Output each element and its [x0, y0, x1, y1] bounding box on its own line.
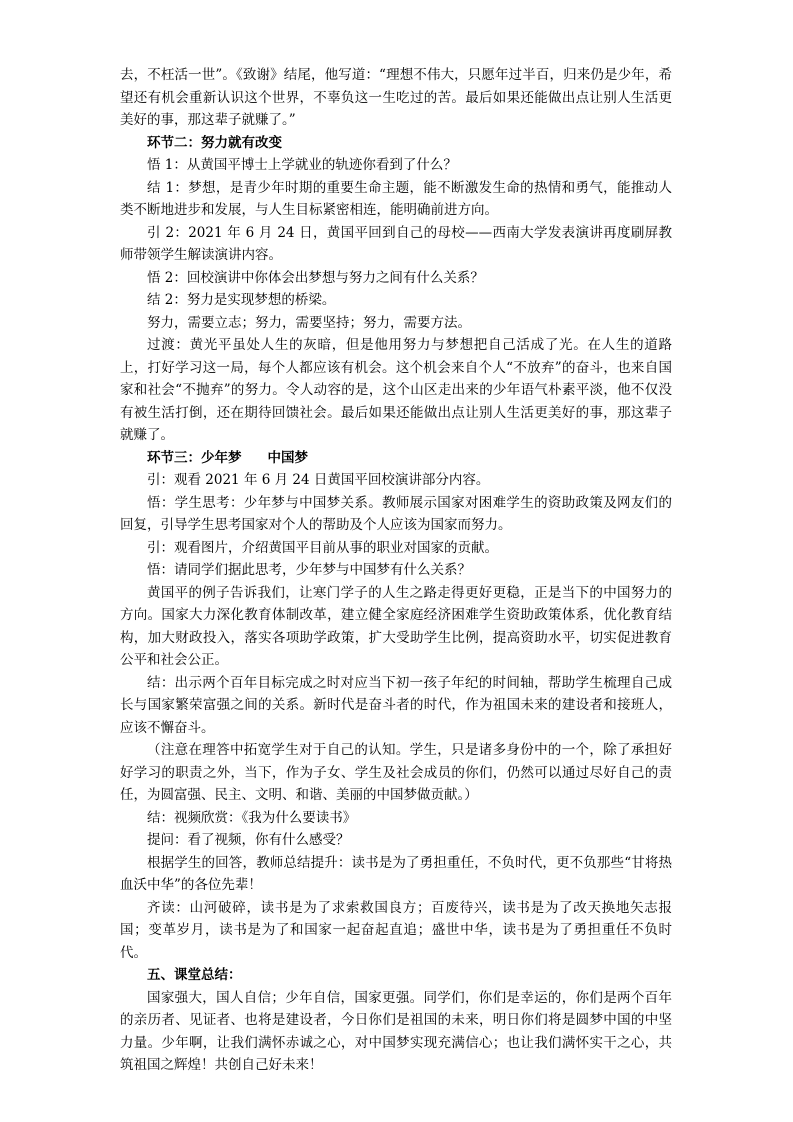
- paragraph: 结 2：努力是实现梦想的桥梁。: [147, 292, 336, 308]
- section-heading: [120, 447, 672, 470]
- paragraph: 悟：请同学们据此思考，少年梦与中国梦有什么关系？: [147, 562, 471, 578]
- paragraph: 黄国平的例子告诉我们，让寒门学子的人生之路走得更好更稳，正是当下的中国努力的方向。国家大力深化教育体制改革，建立健全家庭经济困难学生资助政策体系，优化教育结构，加大财政投入，落实各项助学政策，扩大受助学生比例，提高资助水平，切实促进教育公平和社会公正。: [120, 584, 672, 668]
- paragraph: 引 2：2021 年 6 月 24 日，黄国平回到自己的母校——西南大学发表演讲再度刷屏教师带领学生解读演讲内容。: [120, 224, 672, 263]
- paragraph: 过渡：黄光平虽处人生的灰暗，但是他用努力与梦想把自己活成了光。在人生的道路上，打好学习这一局，每个人都应该有机会。这个机会来自个人“不放弃”的奋斗，也来自国家和社会“不抛弃”的努力。令人动容的是，这个山区走出来的少年语气朴素平淡，他不仅没有被生活打倒，还在期待回馈社会。最后如果还能做出点让别人生活更美好的事，那这辈子就赚了。: [120, 337, 672, 443]
- paragraph: 悟 2：回校演讲中你体会出梦想与努力之间有什么关系？: [147, 269, 484, 286]
- section-heading-part: 中国梦: [267, 449, 308, 466]
- paragraph: 引：观看 2021 年 6 月 24 日黄国平回校演讲部分内容。: [147, 472, 490, 488]
- paragraph: 国家强大，国人自信；少年自信，国家更强。同学们，你们是幸运的，你们是两个百年的亲历者、见证者、也将是建设者，今日你们是祖国的未来，明日你们将是圆梦中国的中坚力量。少年啊，让我们满怀赤诚之心，对中国梦实现充满信心；也让我们满怀实干之心，共筑祖国之辉煌！共创自己好未来！: [120, 989, 672, 1073]
- section-heading-part: 环节三：少年梦: [147, 449, 242, 466]
- paragraph: 引：观看图片，介绍黄国平目前从事的职业对国家的贡献。: [147, 539, 498, 556]
- paragraph: 结 1：梦想，是青少年时期的重要生命主题，能不断激发生命的热情和勇气，能推动人类不断地进步和发展，与人生目标紧密相连，能明确前进方向。: [120, 179, 672, 218]
- paragraph: （注意在理答中拓宽学生对于自己的认知。学生，只是诸多身份中的一个，除了承担好好学习的职责之外，当下，作为子女、学生及社会成员的你们，仍然可以通过尽好自己的责任，为圆富强、民主、文明、和谐、美丽的中国梦做贡献。）: [120, 742, 672, 803]
- paragraph: 结：视频欣赏：《我为什么要读书》: [147, 809, 357, 826]
- paragraph: 根据学生的回答，教师总结提升：读书是为了勇担重任，不负时代，更不负那些“甘将热血沃中华”的各位先辈！: [120, 854, 672, 893]
- section-heading: 环节二：努力就有改变: [147, 134, 282, 151]
- paragraph: 齐读：山河破碎，读书是为了求索救国良方；百废待兴，读书是为了改天换地矢志报国；变革岁月，读书是为了和国家一起奋起直追；盛世中华，读书是为了勇担重任不负时代。: [120, 899, 672, 961]
- paragraph: 悟 1：从黄国平博士上学就业的轨迹你看到了什么？: [147, 157, 457, 173]
- paragraph: 努力，需要立志；努力，需要坚持；努力，需要方法。: [147, 314, 471, 331]
- document-page: [120, 64, 672, 1077]
- section-heading: 五、课堂总结：: [147, 967, 242, 983]
- paragraph: 悟：学生思考：少年梦与中国梦关系。教师展示国家对困难学生的资助政策及网友们的回复，引导学生思考国家对个人的帮助及个人应该为国家而努力。: [120, 494, 672, 533]
- paragraph: 去，不枉活一世”。《致谢》结尾，他写道：“理想不伟大，只愿年过半百，归来仍是少年，希望还有机会重新认识这个世界，不辜负这一生吃过的苦。最后如果还能做出点让别人生活更美好的事，那这辈子就赚了。”: [120, 67, 672, 128]
- paragraph: 提问：看了视频，你有什么感受？: [147, 832, 350, 848]
- paragraph: 结：出示两个百年目标完成之时对应当下初一孩子年纪的时间轴，帮助学生梳理自己成长与国家繁荣富强之间的关系。新时代是奋斗者的时代，作为祖国未来的建设者和接班人，应该不懈奋斗。: [120, 674, 672, 736]
